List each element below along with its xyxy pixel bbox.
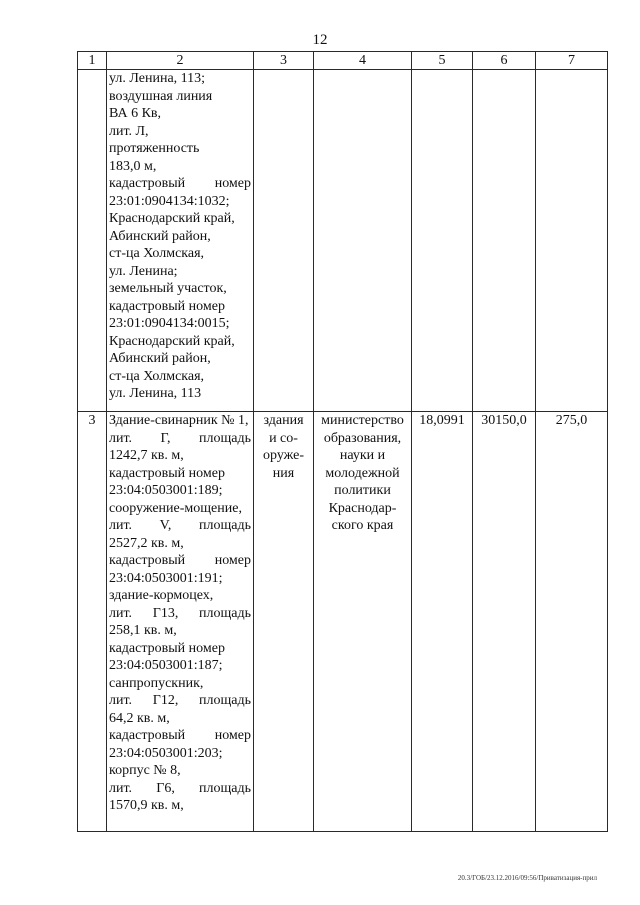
text-line: санпропускник, <box>109 675 204 691</box>
value-col7: 275,0 <box>536 412 608 832</box>
text-line: ул. Ленина; <box>109 263 178 279</box>
text-line: 2527,2 кв. м, <box>109 535 184 551</box>
text-line: 1570,9 кв. м, <box>109 798 184 813</box>
text-line: науки и <box>339 448 386 463</box>
text-line: Краснодарский край, <box>109 333 235 349</box>
text-line: здание-кормоцех, <box>109 588 214 603</box>
text-line: кадастровый номер <box>109 553 251 568</box>
text-line: 23:04:0503001:187; <box>109 658 223 673</box>
balance-holder-lines <box>316 412 409 535</box>
value-col6: 30150,0 <box>473 412 536 832</box>
value-col5: 18,0991 <box>412 412 473 832</box>
text-line: лит. Л, <box>109 123 149 139</box>
text-line: ул. Ленина, 113 <box>109 386 202 401</box>
text-line: 23:01:0904134:1032; <box>109 193 230 209</box>
text-line: ния <box>272 465 295 481</box>
text-line: министерство <box>321 413 404 428</box>
object-description <box>107 70 254 412</box>
header-cell-1: 1 <box>78 52 107 70</box>
text-line: ул. Ленина, 113; <box>109 71 206 86</box>
property-table <box>77 51 608 832</box>
text-line: Краснодарский край, <box>109 211 235 226</box>
text-line: корпус № 8, <box>109 763 181 778</box>
header-row <box>78 52 608 70</box>
text-line: Здание-свинарник № 1, <box>109 413 249 428</box>
text-line: протяженность <box>109 141 200 156</box>
text-line: 183,0 м, <box>109 158 157 174</box>
text-line: лит. Г6, площадь <box>109 780 251 796</box>
object-description <box>107 412 254 832</box>
text-line: лит. Г12, площадь <box>109 693 251 708</box>
text-line: кадастровый номер <box>109 298 225 314</box>
text-line: Краснодар- <box>328 500 397 516</box>
empty-cell <box>473 70 536 412</box>
text-line: сооружение-мощение, <box>109 500 242 516</box>
text-line: кадастровый номер <box>109 640 225 656</box>
table-row-continued <box>78 70 608 412</box>
header-cell-3: 3 <box>254 52 314 70</box>
text-line: воздушная линия <box>109 88 213 104</box>
text-line: и со- <box>269 430 298 446</box>
empty-cell <box>254 70 314 412</box>
text-line: ст-ца Холмская, <box>109 246 205 261</box>
description-lines <box>109 412 251 815</box>
table-row-3 <box>78 412 608 832</box>
text-line: ского края <box>331 518 394 533</box>
empty-cell <box>314 70 412 412</box>
text-line: 23:04:0503001:191; <box>109 570 223 586</box>
text-line: кадастровый номер <box>109 176 251 191</box>
row-number: 3 <box>78 412 107 832</box>
header-cell-4: 4 <box>314 52 412 70</box>
header-cell-6: 6 <box>473 52 536 70</box>
header-cell-7: 7 <box>536 52 608 70</box>
text-line: кадастровый номер <box>109 465 225 481</box>
text-line: земельный участок, <box>109 281 227 296</box>
text-line: Абинский район, <box>109 228 211 244</box>
text-line: молодежной <box>325 465 400 481</box>
text-line: ст-ца Холмская, <box>109 368 205 384</box>
balance-holder <box>314 412 412 832</box>
text-line: здания <box>263 413 304 428</box>
object-type <box>254 412 314 832</box>
header-cell-5: 5 <box>412 52 473 70</box>
text-line: кадастровый номер <box>109 728 251 743</box>
text-line: 1242,7 кв. м, <box>109 448 184 463</box>
text-line: оруже- <box>263 448 304 463</box>
text-line: 64,2 кв. м, <box>109 710 170 726</box>
empty-cell <box>412 70 473 412</box>
page-number: 12 <box>312 32 328 48</box>
text-line: 23:04:0503001:203; <box>109 745 223 761</box>
text-line: 23:01:0904134:0015; <box>109 316 230 331</box>
text-line: лит. Г13, площадь <box>109 605 251 621</box>
text-line: лит. Г, площадь <box>109 430 251 446</box>
text-line: 23:04:0503001:189; <box>109 483 223 498</box>
text-line: ВА 6 Кв, <box>109 106 162 121</box>
object-type-lines <box>256 412 311 482</box>
text-line: Абинский район, <box>109 351 211 366</box>
text-line: образования, <box>323 430 402 446</box>
text-line: политики <box>334 483 391 498</box>
text-line: лит. V, площадь <box>109 518 251 533</box>
description-lines <box>109 70 251 403</box>
footer-stamp: 20.3/ГОБ/23.12.2016/09:56/Приватизация-прил <box>457 874 597 882</box>
row-number <box>78 70 107 412</box>
header-cell-2: 2 <box>107 52 254 70</box>
text-line: 258,1 кв. м, <box>109 623 177 638</box>
empty-cell <box>536 70 608 412</box>
